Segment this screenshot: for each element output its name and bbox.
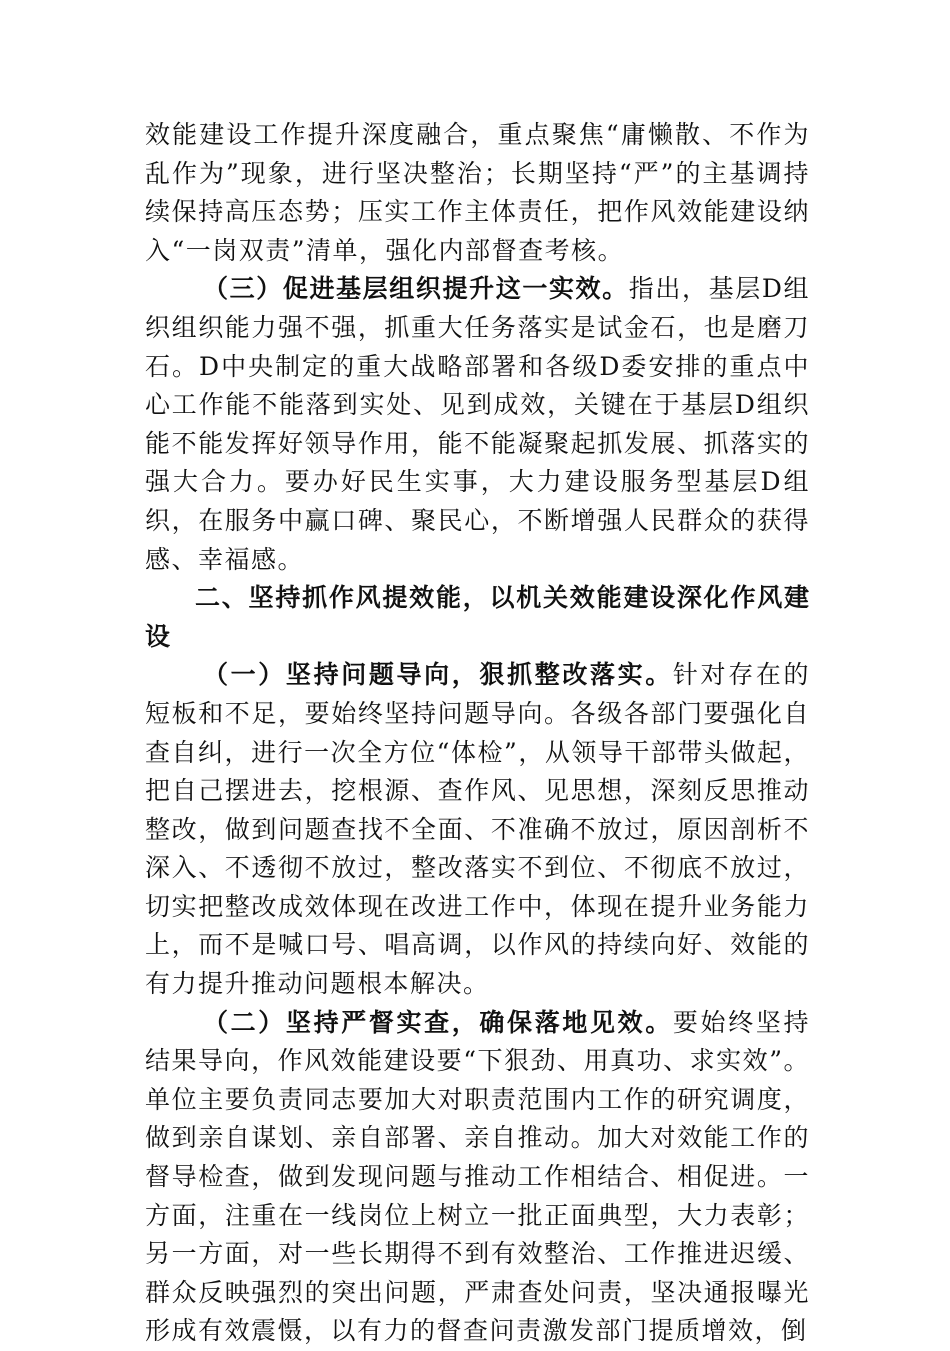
paragraph-section-3: [145, 270, 810, 579]
paragraph-lead: （二）坚持严督实查，确保落地见效。: [203, 1007, 673, 1037]
paragraph-continuation: 效能建设工作提升深度融合，重点聚焦“庸懒散、不作为乱作为”现象，进行坚决整治；长期坚持“严”的主基调持续保持高压态势；压实工作主体责任，把作风效能建设纳入“一岗双责”清单，强化内部督查考核。: [145, 120, 810, 265]
paragraph-section-1: [145, 656, 810, 1003]
document-body: [145, 116, 810, 1351]
section-heading: 二、坚持抓作风提效能，以机关效能建设深化作风建设: [145, 583, 810, 651]
paragraph-text: 针对存在的短板和不足，要始终坚持问题导向。各级各部门要强化自查自纠，进行一次全方位“体检”，从领导干部带头做起，把自己摆进去，挖根源、查作风、见思想，深刻反思推动整改，做到问题查找不全面、不准确不放过，原因剖析不深入、不透彻不放过，整改落实不到位、不彻底不放过，切实把整改成效体现在改进工作中，体现在提升业务能力上，而不是喊口号、唱高调，以作风的持续向好、效能的有力提升推动问题根本解决。: [145, 660, 810, 999]
paragraph-lead: （一）坚持问题导向，狠抓整改落实。: [203, 660, 673, 690]
paragraph-lead: （三）促进基层组织提升这一实效。: [203, 274, 629, 304]
paragraph-text: 指出，基层D组织组织能力强不强，抓重大任务落实是试金石，也是磨刀石。D中央制定的重大战略部署和各级D委安排的重点中心工作能不能落到实处、见到成效，关键在于基层D组织能不能发挥好领导作用，能不能凝聚起抓发展、抓落实的强大合力。要办好民生实事，大力建设服务型基层D组织，在服务中赢口碑、聚民心，不断增强人民群众的获得感、幸福感。: [145, 274, 810, 574]
paragraph-text: 要始终坚持结果导向，作风效能建设要“下狠劲、用真功、求实效”。单位主要负责同志要加大对职责范围内工作的研究调度，做到亲自谋划、亲自部署、亲自推动。加大对效能工作的督导检查，做到发现问题与推动工作相结合、相促进。一方面，注重在一线岗位上树立一批正面典型，大力表彰；另一方面，对一些长期得不到有效整治、工作推进迟缓、群众反映强烈的突出问题，严肃查处问责，坚决通报曝光形成有效震慑，以有力的督查问责激发部门提质增效，倒: [145, 1007, 810, 1346]
paragraph-section-2: [145, 1004, 810, 1351]
